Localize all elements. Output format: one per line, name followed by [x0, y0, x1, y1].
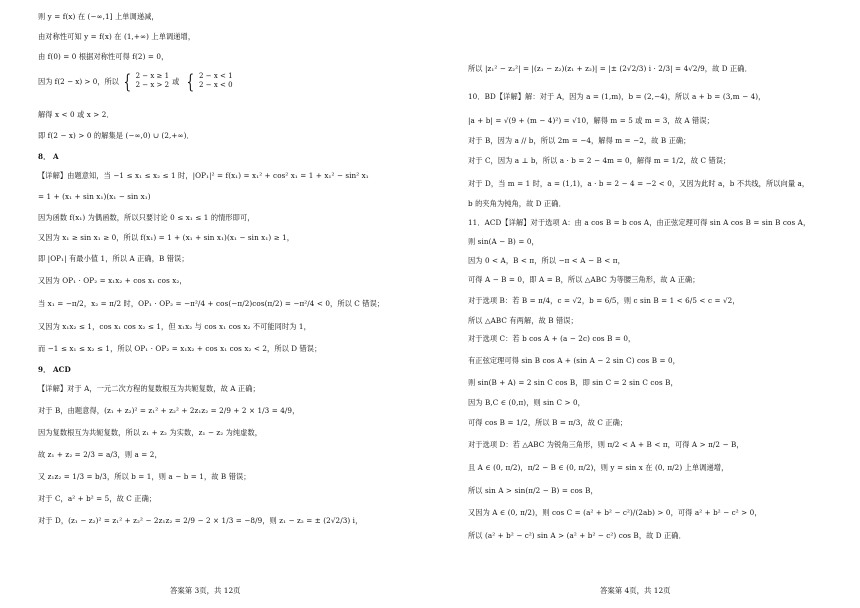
text-line: 则 y = f(x) 在 (−∞,1] 上单调递减， — [38, 12, 159, 21]
text-line: 对于 C，a² + b² = 5，故 C 正确； — [38, 494, 157, 503]
text-line: 因为 f(2 − x) > 0，所以 — [38, 76, 119, 86]
left-page — [20, 0, 420, 608]
text-line: 即 f(2 − x) > 0 的解集是 (−∞,0) ∪ (2,+∞)． — [38, 131, 194, 140]
text-line: 又因为 x₁ ≥ sin x₁ ≥ 0，所以 f(x₁) = 1 + (x₁ + sin x₁)(x₁ − sin x₁) ≥ 1， — [38, 233, 295, 242]
text-line: 【详解】对于 A，一元二次方程的复数根互为共轭复数，故 A 正确； — [38, 384, 260, 393]
text-line: 可得 A − B = 0，即 A = B，所以 △ABC 为等腰三角形，故 A 正确； — [468, 275, 700, 284]
question-heading: 9． ACD — [38, 365, 71, 374]
connector-text: 或 — [172, 76, 180, 86]
system-one — [136, 72, 170, 90]
text-line: 又因为 OP₁ · OP₂ = x₁x₂ + cos x₁ cos x₂， — [38, 276, 187, 285]
text-line: 对于选项 D：若 △ABC 为锐角三角形，则 π/2 < A + B < π，可得 A > π/2 − B， — [468, 440, 744, 449]
system-row: 2 − x < 1 — [199, 72, 233, 80]
page-footer: 答案第 4页，共 12页 — [600, 586, 671, 595]
text-line: 因为复数根互为共轭复数，所以 z₁ + z₂ 为实数，z₁ − z₂ 为纯虚数， — [38, 428, 263, 437]
text-line: 对于 D，当 m = 1 时，a = (1,1)，a · b = 2 − 4 = −2 < 0，又因为此时 a，b 不共线，所以向量 a， — [468, 179, 810, 188]
text-line: 对于选项 B：若 B = π/4，c = √2，b = 6/5，则 c sin B = 1 < 6/5 < c = √2， — [468, 296, 740, 305]
text-line: 而 −1 ≤ x₁ ≤ x₂ ≤ 1，所以 OP₁ · OP₂ = x₁x₂ + cos x₁ cos x₂ < 2，所以 D 错误； — [38, 344, 322, 353]
text-line: 故 z₁ + z₂ = 2/3 = a/3，则 a = 2， — [38, 450, 162, 459]
question-heading: 11．ACD【详解】对于选项 A：由 a cos B = b cos A，由正弦定理可得 sin A cos B = sin B cos A， — [468, 218, 811, 227]
text-line: = 1 + (x₁ + sin x₁)(x₁ − sin x₁) — [38, 192, 151, 201]
text-line: 可得 cos B = 1/2，所以 B = π/3，故 C 正确； — [468, 418, 628, 427]
page-footer: 答案第 3页，共 12页 — [170, 586, 241, 595]
brace-icon: { — [186, 69, 195, 93]
text-line: 因为 0 < A，B < π，所以 −π < A − B < π， — [468, 256, 625, 265]
text-line: 又 z₁z₂ = 1/3 = b/3，所以 b = 1，则 a − b = 1，故 B 错误； — [38, 472, 251, 481]
text-line: 【详解】由题意知，当 −1 ≤ x₁ ≤ x₂ ≤ 1 时，|OP₁|² = f(x₁) = x₁² + cos² x₁ = 1 + x₁² − sin² x₁ — [38, 171, 369, 180]
brace-icon: { — [123, 69, 132, 93]
text-line: 又因为 x₁x₂ ≤ 1，cos x₁ cos x₂ ≤ 1，但 x₁x₂ 与 cos x₁ cos x₂ 不可能同时为 1， — [38, 322, 311, 331]
text-line: 所以 △ABC 有两解，故 B 错误； — [468, 316, 578, 325]
text-line: b 的夹角为钝角，故 D 正确． — [468, 199, 566, 208]
text-line: 因为函数 f(x₁) 为偶函数，所以只要讨论 0 ≤ x₁ ≤ 1 的情形即可， — [38, 213, 255, 222]
text-line: 即 |OP₁| 有最小值 1，所以 A 正确，B 错误； — [38, 254, 189, 263]
text-line: 对于 B，因为 a // b，所以 2m = −4，解得 m = −2，故 B 正确； — [468, 136, 691, 145]
question-heading: 10．BD【详解】解：对于 A，因为 a = (1,m)，b = (2,−4)，所以 a + b = (3,m − 4)， — [468, 92, 766, 101]
right-page — [450, 0, 850, 608]
question-heading: 8． A — [38, 152, 59, 161]
text-line: 对于选项 C：若 b cos A + (a − 2c) cos B = 0， — [468, 334, 636, 343]
text-line: 对于 D，(z₁ − z₂)² = z₁² + z₂² − 2z₁z₂ = 2/9 − 2 × 1/3 = −8/9，则 z₁ − z₂ = ± (2√2/3) i， — [38, 516, 363, 525]
text-line: 则 sin(A − B) = 0， — [468, 237, 539, 246]
inequality-system — [38, 69, 398, 93]
text-line: 所以 |z₁² − z₂²| = |(z₁ − z₂)(z₁ + z₂)| = |± (2√2/3) i · 2/3| = 4√2/9，故 D 正确． — [468, 64, 752, 73]
text-line: 又因为 A ∈ (0, π/2)，则 cos C = (a² + b² − c²)/(2ab) > 0，可得 a² + b² − c² > 0， — [468, 508, 762, 517]
system-row: 2 − x > 2 — [135, 81, 170, 89]
text-line: 解得 x < 0 或 x > 2． — [38, 110, 114, 119]
text-line: 且 A ∈ (0, π/2)，π/2 − B ∈ (0, π/2)，则 y = sin x 在 (0, π/2) 上单调递增， — [468, 463, 729, 472]
text-line: 由对称性可知 y = f(x) 在 (1,+∞) 上单调递增， — [38, 32, 196, 41]
text-line: 因为 B,C ∈ (0,π)，则 sin C > 0， — [468, 398, 585, 407]
text-line: 所以 sin A > sin(π/2 − B) = cos B， — [468, 486, 598, 495]
text-line: |a + b| = √(9 + (m − 4)²) = √10，解得 m = 5 或 m = 3，故 A 错误； — [468, 116, 714, 125]
text-line: 对于 B，由题意得，(z₁ + z₂)² = z₁² + z₂² + 2z₁z₂ = 2/9 + 2 × 1/3 = 4/9， — [38, 406, 300, 415]
text-line: 当 x₁ = −π/2，x₂ = π/2 时，OP₁ · OP₂ = −π²/4 + cos(−π/2)cos(π/2) = −π²/4 < 0，所以 C 错误； — [38, 299, 385, 308]
system-two — [199, 72, 233, 90]
text-line: 所以 (a² + b² − c²) sin A > (a² + b² − c²) cos B，故 D 正确． — [468, 531, 686, 540]
system-row: 2 − x < 0 — [199, 81, 233, 89]
text-line: 有正弦定理可得 sin B cos A + (sin A − 2 sin C) cos B = 0， — [468, 356, 680, 365]
text-line: 由 f(0) = 0 根据对称性可得 f(2) = 0， — [38, 52, 169, 61]
text-line: 则 sin(B + A) = 2 sin C cos B，即 sin C = 2 sin C cos B， — [468, 378, 678, 387]
system-row: 2 − x ≥ 1 — [135, 72, 170, 80]
text-line: 对于 C，因为 a ⊥ b，所以 a · b = 2 − 4m = 0，解得 m = 1/2，故 C 错误； — [468, 156, 731, 165]
